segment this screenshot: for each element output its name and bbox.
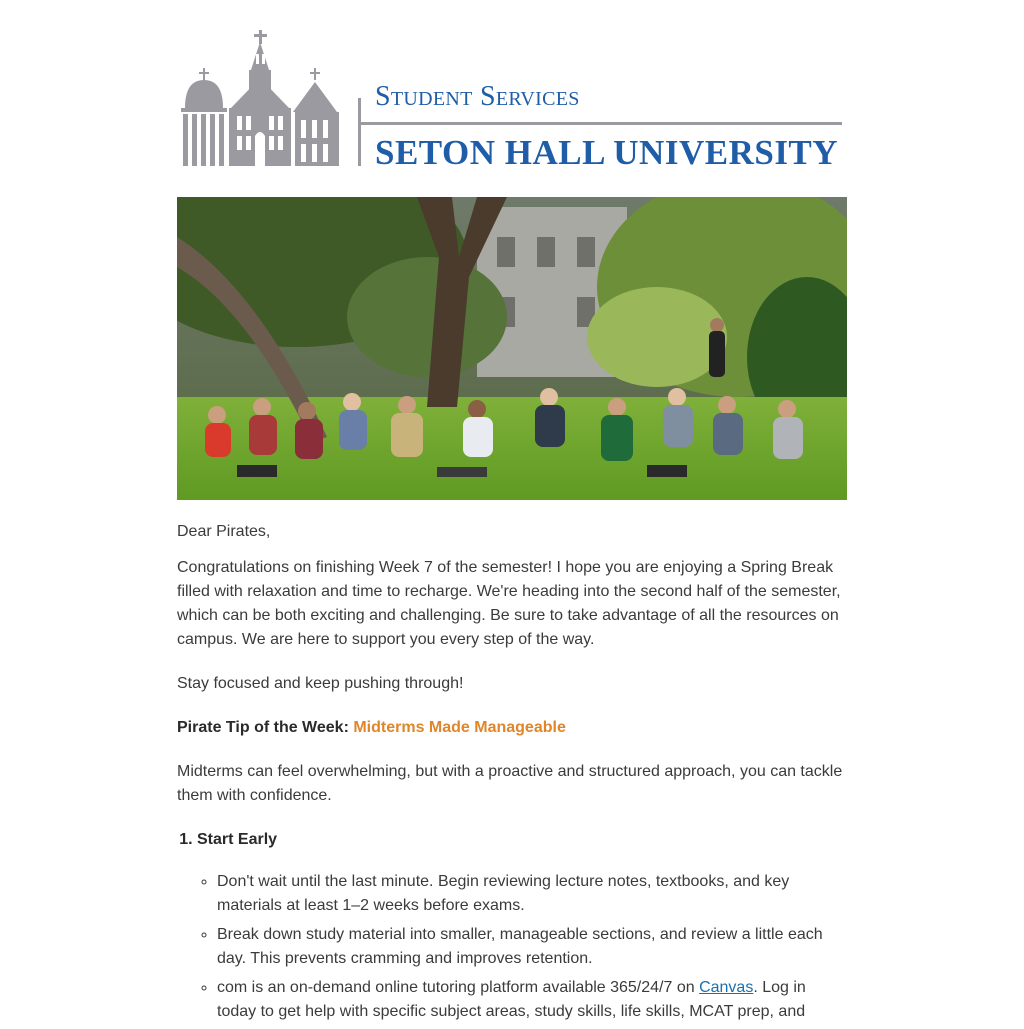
- hero-image: [177, 197, 847, 500]
- point-text-before: com is an on-demand online tutoring platform available 365/24/7 on: [217, 979, 700, 996]
- tip-title: Midterms Made Manageable: [353, 719, 566, 736]
- step-title: 1. Start Early: [197, 831, 278, 848]
- message-body: [177, 520, 847, 1029]
- brand-divider: [360, 122, 842, 125]
- campus-photo-icon: [177, 197, 847, 500]
- point-text-after: . Log in today to get help with specific subject areas, study skills, life skills, MCAT prep, and: [217, 979, 806, 1020]
- step-point: [217, 976, 847, 1024]
- tip-heading: [177, 716, 847, 740]
- header-banner: [177, 26, 847, 172]
- midterm-intro: Midterms can feel overwhelming, but with a proactive and structured approach, you can tackle them with confidence.: [177, 763, 843, 804]
- intro-paragraph: Congratulations on finishing Week 7 of the semester! I hope you are enjoying a Spring Break filled with relaxation and time to recharge. We're heading into the second half of the semester, which can be both exciting and challenging. Be sure to take advantage of all the resources on campus. We are here to support you every step of the way.: [177, 559, 841, 648]
- salutation: Dear Pirates,: [177, 523, 271, 540]
- steps-list: [177, 828, 847, 1024]
- step-point: ◦ Don't wait until the last minute. Begin reviewing lecture notes, textbooks, and key materials at least 1–2 weeks before exams.: [217, 870, 847, 918]
- tip-label: Pirate Tip of the Week:: [177, 719, 349, 736]
- step-item: [197, 828, 847, 1024]
- step-point: ◦ Break down study material into smaller, manageable sections, and review a little each day. This prevents cramming and improves retention.: [217, 923, 847, 971]
- brand-subtitle: Student Services: [375, 81, 580, 112]
- seton-hall-building-logo-icon: [181, 28, 346, 170]
- step-points: [197, 870, 847, 1024]
- brand-divider-vertical: [358, 98, 361, 166]
- canvas-link[interactable]: Canvas: [699, 979, 754, 996]
- focus-line: Stay focused and keep pushing through!: [177, 675, 464, 692]
- brand-title: SETON HALL UNIVERSITY: [375, 133, 839, 172]
